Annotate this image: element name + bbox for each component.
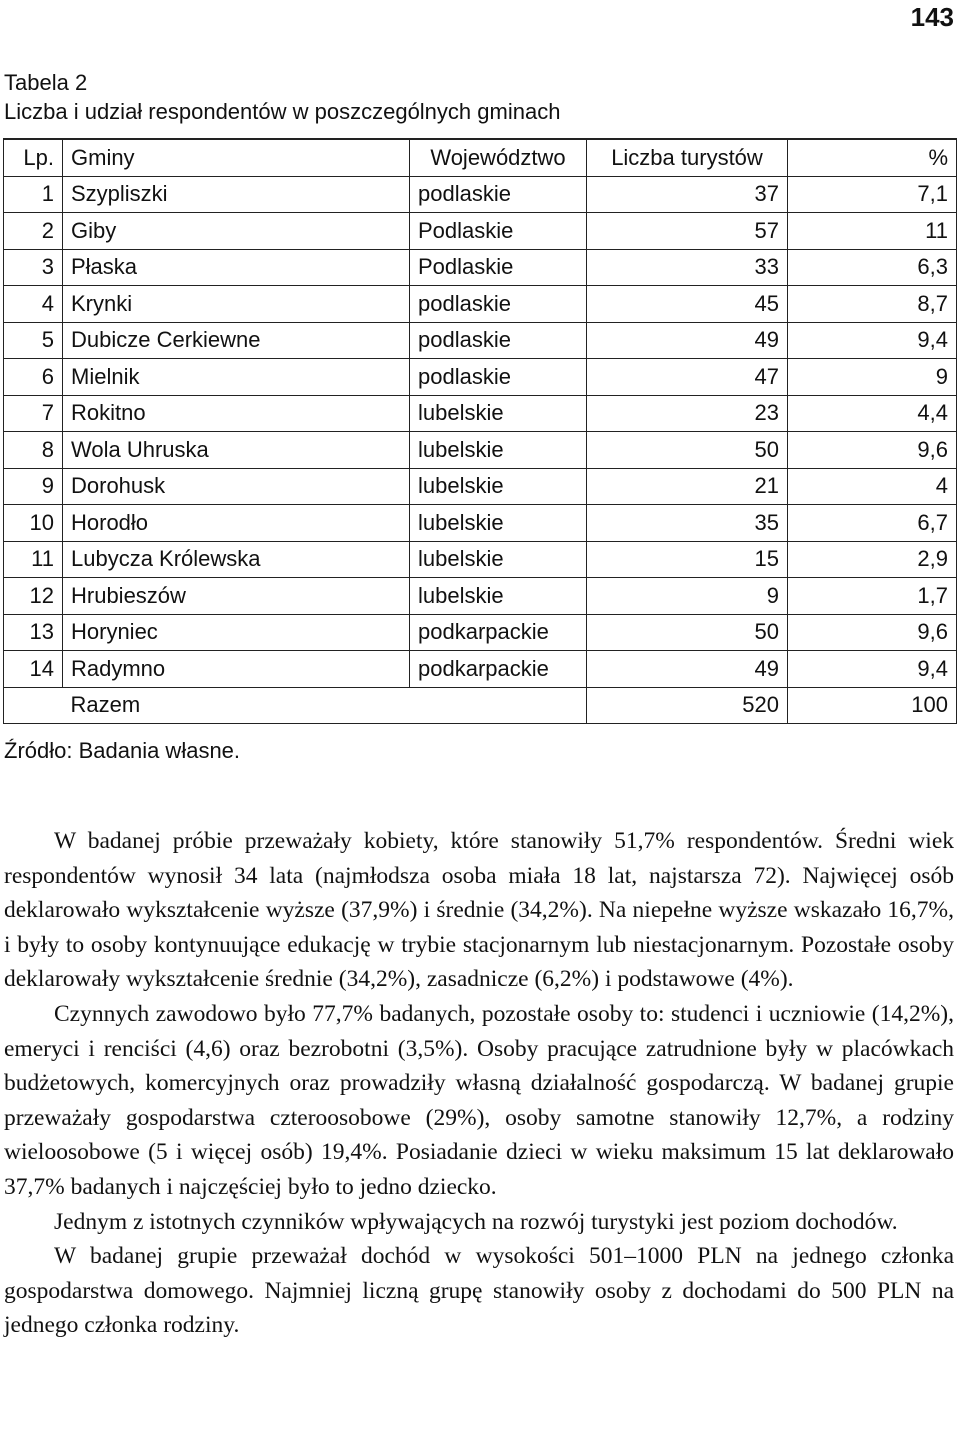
header-percent: % [788,139,957,176]
cell-liczba: 50 [587,432,788,469]
cell-gmina: Rokitno [63,395,410,432]
paragraph: Czynnych zawodowo było 77,7% badanych, pozostałe osoby to: studenci i uczniowie (14,2%), emeryci i renciści (4,6) oraz bezrobotni (3,5%). Osoby pracujące zatrudnione były w placówkach budżetowych, komercyjnych oraz prowadziły własną działalność gospodarczą. W badanej grupie przeważały gospodarstwa czteroosobowe (29%), osoby samotne stanowiły 12,7%, a rodziny wieloosobowe (5 i więcej osób) 19,4%. Posiadanie dzieci w wieku maksimum 15 lat deklarowało 37,7% badanych i najczęściej było to jedno dziecko. [4,1000,954,1200]
cell-liczba: 49 [587,322,788,359]
table-source: Źródło: Badania własne. [4,738,241,763]
header-gminy: Gminy [63,139,410,176]
page-number: 143 [910,2,954,32]
table-body [4,176,957,724]
cell-liczba: 50 [587,614,788,651]
paragraph: Jednym z istotnych czynników wpływających na rozwój turystyki jest poziom dochodów. [54,1208,898,1235]
cell-lp: 11 [4,541,63,578]
cell-percent: 1,7 [788,578,957,615]
cell-liczba: 21 [587,468,788,505]
cell-lp: 13 [4,614,63,651]
cell-percent: 4 [788,468,957,505]
cell-liczba: 33 [587,249,788,286]
cell-lp: 12 [4,578,63,615]
table-row [4,541,957,578]
cell-percent: 6,3 [788,249,957,286]
table-row [4,578,957,615]
table-row [4,432,957,469]
respondents-table [3,138,957,724]
cell-gmina: Szypliszki [63,176,410,213]
cell-percent: 11 [788,213,957,250]
cell-lp: 1 [4,176,63,213]
table-row [4,651,957,688]
cell-liczba: 45 [587,286,788,323]
table-row [4,213,957,250]
cell-gmina: Krynki [63,286,410,323]
cell-percent: 4,4 [788,395,957,432]
table-row [4,249,957,286]
cell-wojewodztwo: podlaskie [410,286,587,323]
cell-lp: 9 [4,468,63,505]
cell-gmina: Mielnik [63,359,410,396]
cell-gmina: Wola Uhruska [63,432,410,469]
cell-lp: 4 [4,286,63,323]
table-row [4,505,957,542]
cell-lp: 8 [4,432,63,469]
cell-percent: 7,1 [788,176,957,213]
cell-wojewodztwo: lubelskie [410,541,587,578]
cell-lp: 7 [4,395,63,432]
cell-wojewodztwo: podlaskie [410,176,587,213]
cell-wojewodztwo: lubelskie [410,432,587,469]
cell-lp: 3 [4,249,63,286]
table-caption [4,68,560,126]
body-text [4,824,954,1343]
cell-lp: 2 [4,213,63,250]
cell-percent: 2,9 [788,541,957,578]
cell-percent: 8,7 [788,286,957,323]
total-label: Razem [63,687,587,724]
table-label: Tabela 2 [4,70,88,95]
cell-wojewodztwo: lubelskie [410,578,587,615]
total-count: 520 [587,687,788,724]
table-row [4,359,957,396]
cell-liczba: 9 [587,578,788,615]
cell-lp: 6 [4,359,63,396]
total-percent: 100 [788,687,957,724]
cell-liczba: 57 [587,213,788,250]
cell-liczba: 37 [587,176,788,213]
table-row [4,468,957,505]
cell-gmina: Hrubieszów [63,578,410,615]
cell-wojewodztwo: Podlaskie [410,249,587,286]
table-row [4,322,957,359]
cell-gmina: Horyniec [63,614,410,651]
cell-lp-empty [4,687,63,724]
cell-wojewodztwo: lubelskie [410,468,587,505]
cell-wojewodztwo: lubelskie [410,505,587,542]
cell-gmina: Giby [63,213,410,250]
cell-percent: 9 [788,359,957,396]
cell-gmina: Płaska [63,249,410,286]
cell-liczba: 35 [587,505,788,542]
cell-lp: 10 [4,505,63,542]
header-wojewodztwo: Województwo [410,139,587,176]
cell-gmina: Dorohusk [63,468,410,505]
cell-lp: 5 [4,322,63,359]
cell-liczba: 15 [587,541,788,578]
cell-wojewodztwo: lubelskie [410,395,587,432]
cell-gmina: Lubycza Królewska [63,541,410,578]
cell-percent: 9,4 [788,651,957,688]
table-title: Liczba i udział respondentów w poszczególnych gminach [4,99,561,124]
cell-wojewodztwo: podlaskie [410,359,587,396]
paragraph: W badanej próbie przeważały kobiety, które stanowiły 51,7% respondentów. Średni wiek respondentów wynosił 34 lata (najmłodsza osoba miała 18 lat, najstarsza 72). Najwięcej osób deklarowało wykształcenie wyższe (37,9%) i średnie (34,2%). Na niepełne wyższe wskazało 16,7%, i były to osoby kontynuujące edukację w trybie stacjonarnym lub niestacjonarnym. Pozostałe osoby deklarowały wykształcenie średnie (34,2%), zasadnicze (6,2%) i podstawowe (4%). [4,828,954,993]
header-lp: Lp. [4,139,63,176]
cell-liczba: 47 [587,359,788,396]
cell-liczba: 49 [587,651,788,688]
cell-wojewodztwo: podkarpackie [410,614,587,651]
table-row [4,286,957,323]
cell-wojewodztwo: podkarpackie [410,651,587,688]
cell-gmina: Horodło [63,505,410,542]
cell-lp: 14 [4,651,63,688]
table-row [4,395,957,432]
table-total-row [4,687,957,724]
cell-percent: 9,4 [788,322,957,359]
table-header-row [4,139,957,176]
paragraph: W badanej grupie przeważał dochód w wysokości 501–1000 PLN na jednego członka gospodarstwa domowego. Najmniej liczną grupę stanowiły osoby z dochodami do 500 PLN na jednego członka rodziny. [4,1243,954,1339]
cell-wojewodztwo: podlaskie [410,322,587,359]
cell-percent: 6,7 [788,505,957,542]
header-liczba-turystow: Liczba turystów [587,139,788,176]
cell-gmina: Dubicze Cerkiewne [63,322,410,359]
table-row [4,176,957,213]
table-row [4,614,957,651]
cell-percent: 9,6 [788,614,957,651]
cell-liczba: 23 [587,395,788,432]
cell-wojewodztwo: Podlaskie [410,213,587,250]
cell-gmina: Radymno [63,651,410,688]
cell-percent: 9,6 [788,432,957,469]
